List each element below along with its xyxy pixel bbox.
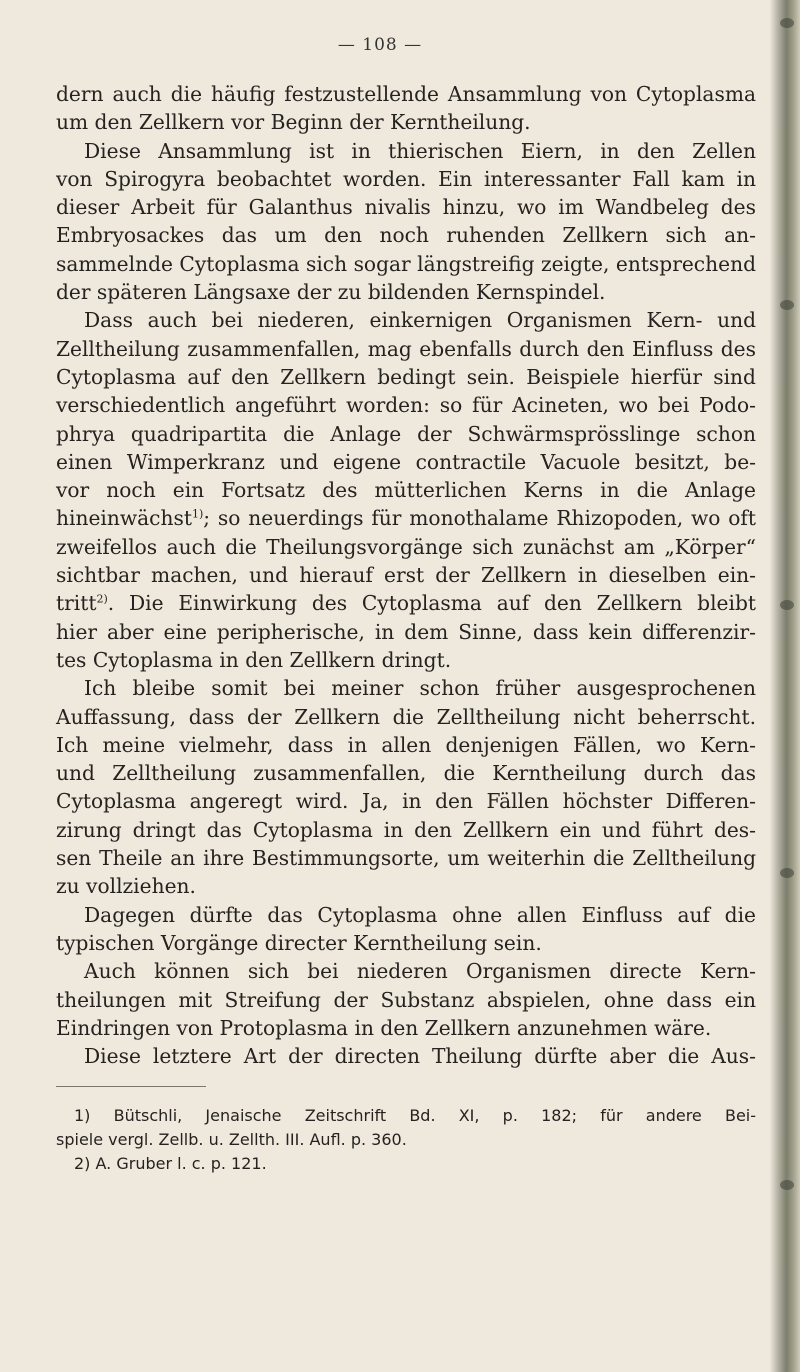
text-line: Diese Ansammlung ist in thierischen Eiern, in den Zellen	[84, 138, 756, 163]
text-line: phrya quadripartita die Anlage der Schwärmsprösslinge schon	[56, 421, 756, 446]
text-line: Auffassung, dass der Zellkern die Zelltheilung nicht beherrscht.	[56, 704, 756, 729]
text-line-with-footnote	[56, 504, 756, 532]
footnotes-block	[56, 1104, 756, 1176]
text-line: einen Wimperkranz und eigene contractile Vacuole besitzt, be-	[56, 449, 756, 474]
text-line-with-footnote	[56, 589, 756, 617]
text-line: und Zelltheilung zusammenfallen, die Kerntheilung durch das	[56, 761, 756, 786]
footnote-1-continued: spiele vergl. Zellb. u. Zellth. III. Aufl. p. 360.	[56, 1130, 407, 1149]
page-number-header: — 108 —	[337, 35, 423, 55]
footnote-divider	[56, 1086, 206, 1087]
text-line: Dass auch bei niederen, einkernigen Organismen Kern- und	[84, 308, 756, 333]
book-binding-edge	[770, 0, 800, 1372]
edge-stain	[780, 300, 794, 310]
footnote-ref-2: 2)	[96, 592, 108, 606]
text-line: Eindringen von Protoplasma in den Zellkern anzunehmen wäre.	[56, 1015, 712, 1040]
text-line: typischen Vorgänge directer Kerntheilung sein.	[56, 930, 542, 955]
text-line: hier aber eine peripherische, in dem Sinne, dass kein differenzir-	[56, 619, 756, 644]
text-line: zu vollziehen.	[56, 874, 196, 899]
footnote-1: 1) Bütschli, Jenaische Zeitschrift Bd. XI, p. 182; für andere Bei-	[74, 1106, 756, 1125]
edge-stain	[780, 600, 794, 610]
text-fragment: . Die Einwirkung des Cytoplasma auf den Zellkern bleibt	[107, 591, 756, 616]
text-line: Cytoplasma auf den Zellkern bedingt sein. Beispiele hierfür sind	[56, 364, 756, 389]
text-fragment: tritt	[56, 591, 97, 616]
text-line: der späteren Längsaxe der zu bildenden Kernspindel.	[56, 280, 606, 305]
text-line: Embryosackes das um den noch ruhenden Zellkern sich an-	[56, 223, 756, 248]
text-line: Zelltheilung zusammenfallen, mag ebenfalls durch den Einfluss des	[56, 336, 756, 361]
text-line: Ich meine vielmehr, dass in allen denjenigen Fällen, wo Kern-	[56, 732, 756, 757]
text-line: Ich bleibe somit bei meiner schon früher ausgesprochenen	[84, 676, 756, 701]
text-line: dern auch die häufig festzustellende Ansammlung von Cytoplasma	[56, 82, 756, 106]
edge-stain	[780, 1180, 794, 1190]
edge-stain	[780, 868, 794, 878]
text-fragment: hineinwächst	[56, 506, 192, 531]
text-line: Auch können sich bei niederen Organismen directe Kern-	[84, 959, 756, 984]
text-line: tes Cytoplasma in den Zellkern dringt.	[56, 647, 452, 672]
text-line: sen Theile an ihre Bestimmungsorte, um weiterhin die Zelltheilung	[56, 846, 756, 871]
text-line: theilungen mit Streifung der Substanz abspielen, ohne dass ein	[56, 987, 756, 1012]
text-line: Dagegen dürfte das Cytoplasma ohne allen Einfluss auf die	[84, 902, 756, 927]
main-text-block	[56, 80, 756, 1070]
text-line: sichtbar machen, und hierauf erst der Zellkern in dieselben ein-	[56, 563, 756, 588]
text-line: vor noch ein Fortsatz des mütterlichen Kerns in die Anlage	[56, 478, 756, 503]
text-line: von Spirogyra beobachtet worden. Ein interessanter Fall kam in	[56, 166, 756, 191]
text-line: zirung dringt das Cytoplasma in den Zellkern ein und führt des-	[56, 817, 756, 842]
text-line: Cytoplasma angeregt wird. Ja, in den Fällen höchster Differen-	[56, 789, 756, 814]
footnote-ref-1: 1)	[191, 507, 204, 521]
text-line: verschiedentlich angeführt worden: so für Acineten, wo bei Podo-	[56, 393, 756, 418]
text-line: sammelnde Cytoplasma sich sogar längstreifig zeigte, entsprechend	[56, 251, 756, 276]
edge-stain	[780, 18, 794, 28]
text-line: um den Zellkern vor Beginn der Kerntheilung.	[56, 110, 531, 135]
text-fragment: ; so neuerdings für monothalame Rhizopoden, wo oft	[203, 506, 756, 531]
text-line: dieser Arbeit für Galanthus nivalis hinzu, wo im Wandbeleg des	[56, 195, 756, 220]
text-line: Diese letztere Art der directen Theilung dürfte aber die Aus-	[84, 1044, 756, 1069]
footnote-2: 2) A. Gruber l. c. p. 121.	[74, 1154, 267, 1173]
text-line: zweifellos auch die Theilungsvorgänge sich zunächst am „Körper“	[56, 534, 756, 559]
